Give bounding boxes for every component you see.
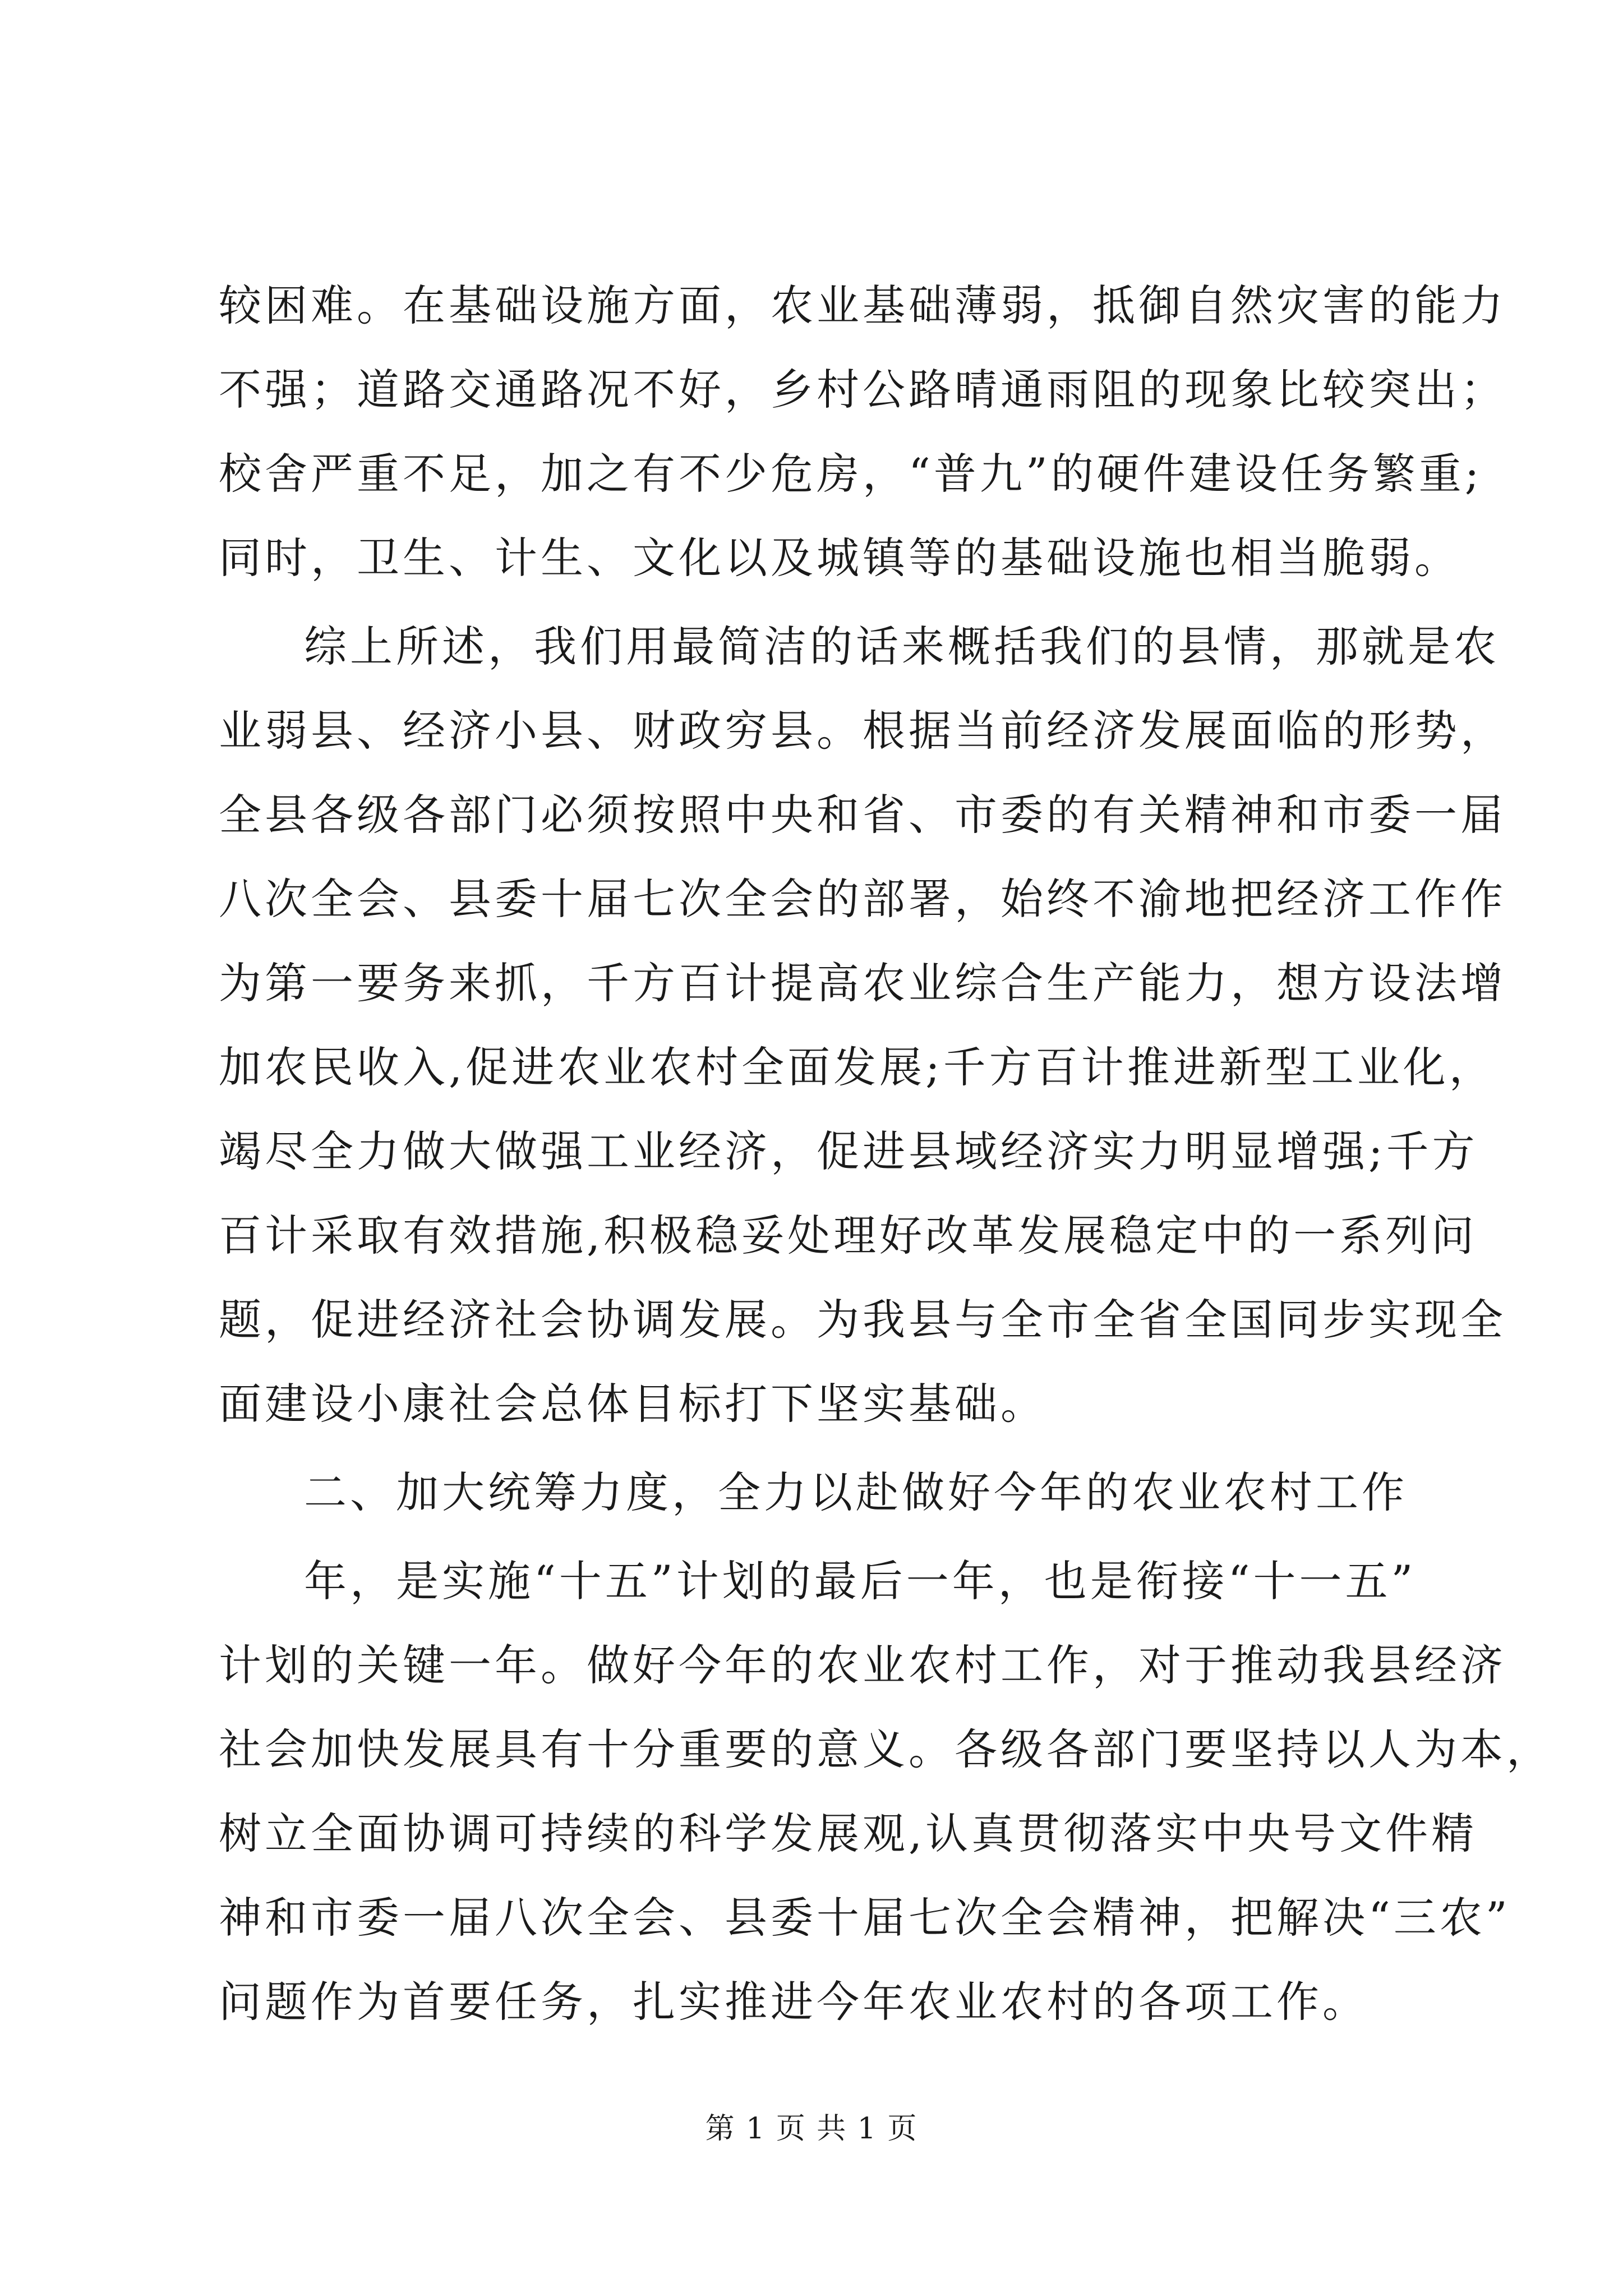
text-line: 题，促进经济社会协调发展。为我县与全市全省全国同步实现全	[219, 1295, 1506, 1345]
paragraph-first-line: 综上所述，我们用最简洁的话来概括我们的县情，那就是农	[304, 622, 1500, 671]
text-line: 百计采取有效措施,积极稳妥处理好改革发展稳定中的一系列问	[219, 1211, 1478, 1260]
text-line: 加农民收入,促进农业农村全面发展;千方百计推进新型工业化，	[219, 1042, 1495, 1092]
text-line: 为第一要务来抓，千方百计提高农业综合生产能力，想方设法增	[219, 958, 1506, 1008]
text-line: 业弱县、经济小县、财政穷县。根据当前经济发展面临的形势，	[219, 706, 1506, 756]
page-number-footer: 第 1 页 共 1 页	[705, 2112, 918, 2146]
text-line: 社会加快发展具有十分重要的意义。各级各部门要坚持以人为本，	[219, 1724, 1552, 1774]
text-line: 同时，卫生、计生、文化以及城镇等的基础设施也相当脆弱。	[219, 533, 1460, 583]
text-line: 面建设小康社会总体目标打下坚实基础。	[219, 1379, 1046, 1429]
text-line: 计划的关键一年。做好今年的农业农村工作，对于推动我县经济	[219, 1640, 1506, 1690]
text-line: 八次全会、县委十届七次全会的部署，始终不渝地把经济工作作	[219, 874, 1506, 924]
text-line: 问题作为首要任务，扎实推进今年农业农村的各项工作。	[219, 1977, 1368, 2027]
text-line: 全县各级各部门必须按照中央和省、市委的有关精神和市委一届	[219, 790, 1506, 840]
text-line: 竭尽全力做大做强工业经济，促进县域经济实力明显增强;千方	[219, 1126, 1478, 1176]
text-line: 不强；道路交通路况不好，乡村公路晴通雨阻的现象比较突出；	[219, 365, 1506, 415]
section-heading: 二、加大统筹力度，全力以赴做好今年的农业农村工作	[304, 1467, 1408, 1517]
paragraph-first-line: 年，是实施“十五”计划的最后一年，也是衔接“十一五”	[304, 1556, 1417, 1606]
text-line: 较困难。在基础设施方面，农业基础薄弱，抵御自然灾害的能力	[219, 280, 1506, 330]
text-line: 神和市委一届八次全会、县委十届七次全会精神，把解决“三农”	[219, 1893, 1511, 1943]
document-body	[219, 264, 1552, 2044]
text-line: 树立全面协调可持续的科学发展观,认真贯彻落实中央号文件精	[219, 1809, 1478, 1858]
text-line: 校舍严重不足，加之有不少危房，“普九”的硬件建设任务繁重;	[219, 449, 1483, 499]
